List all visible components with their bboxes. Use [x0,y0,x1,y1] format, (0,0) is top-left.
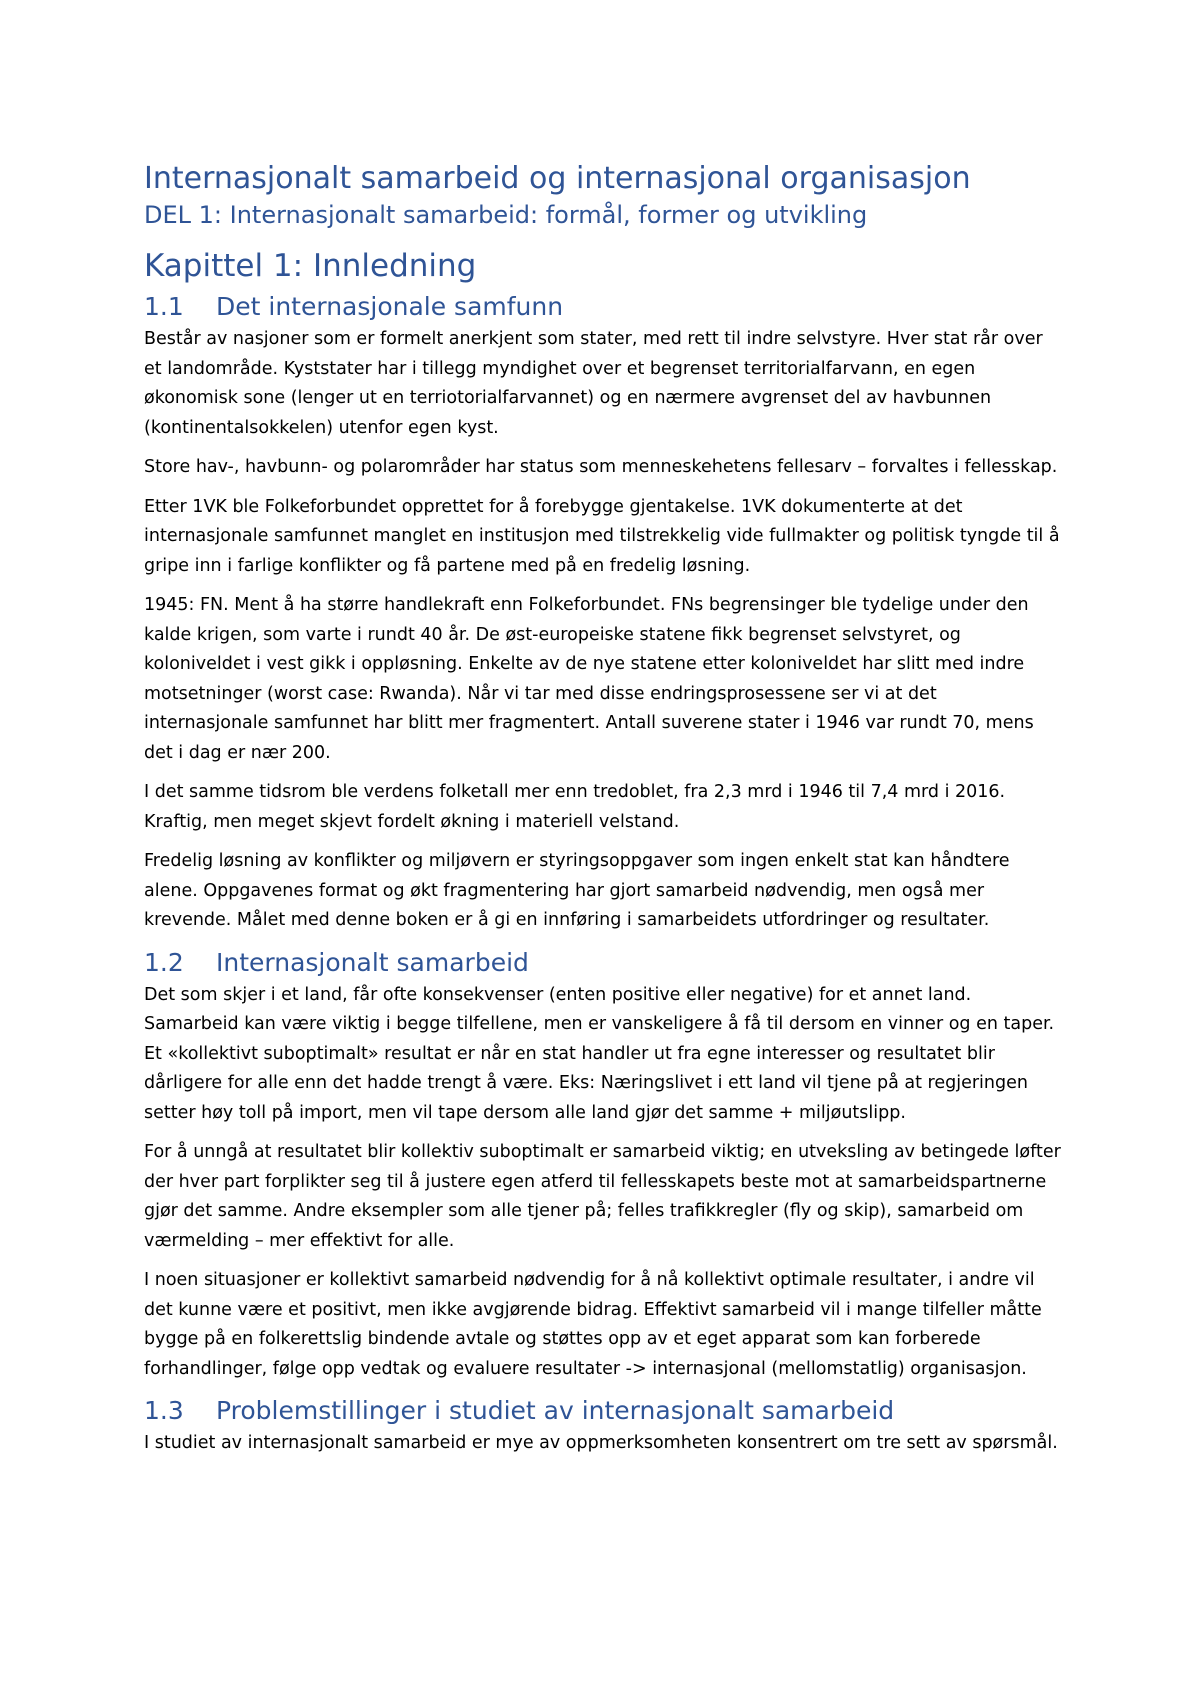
paragraph: Består av nasjoner som er formelt anerkjent som stater, med rett til indre selvstyre. Hver stat rår over et landområde. Kyststater har i tillegg myndighet over et begrenset territorialfarvann, en egen økonomisk sone (lenger ut en terriotorialfarvannet) og en nærmere avgrenset del av havbunnen (kontinentalsokkelen) utenfor egen kyst. [144,329,1043,438]
section-1-1 [144,290,1064,936]
section-heading [144,290,1064,324]
section-1-3 [144,1394,1064,1459]
section-number: 1.2 [144,947,184,977]
section-title: Det internasjonale samfunn [216,292,564,321]
paragraph: Store hav-, havbunn- og polarområder har status som menneskehetens fellesarv – forvaltes i fellesskap. [144,457,1058,477]
paragraph: I det samme tidsrom ble verdens folketall mer enn tredoblet, fra 2,3 mrd i 1946 til 7,4 mrd i 2016. Kraftig, men meget skjevt fordelt økning i materiell velstand. [144,782,1006,832]
paragraph: For å unngå at resultatet blir kollektiv suboptimalt er samarbeid viktig; en utveksling av betingede løfter der hver part forplikter seg til å justere egen atferd til fellesskapets beste mot at samarbeidspartnerne gjør det samme. Andre eksempler som alle tjener på; felles trafikkregler (fly og skip), samarbeid om værmelding – mer effektivt for alle. [144,1142,1061,1251]
document-title: Internasjonalt samarbeid og internasjonal organisasjon [144,161,971,196]
paragraph: Etter 1VK ble Folkeforbundet opprettet for å forebygge gjentakelse. 1VK dokumenterte at det internasjonale samfunnet manglet en institusjon med tilstrekkelig vide fullmakter og politisk tyngde til å gripe inn i farlige konflikter og få partene med på en fredelig løsning. [144,496,1060,576]
paragraph: Fredelig løsning av konflikter og miljøvern er styringsoppgaver som ingen enkelt stat kan håndtere alene. Oppgavenes format og økt fragmentering har gjort samarbeid nødvendig, men også mer krevende. Målet med denne boken er å gi en innføring i samarbeidets utfordringer og resultater. [144,851,1010,930]
section-title: Problemstillinger i studiet av internasjonalt samarbeid [216,1396,895,1425]
section-heading [144,946,1064,980]
chapter-heading: Kapittel 1: Innledning [144,248,477,284]
paragraph: I noen situasjoner er kollektivt samarbeid nødvendig for å nå kollektivt optimale resultater, i andre vil det kunne være et positivt, men ikke avgjørende bidrag. Effektivt samarbeid vil i mange tilfeller måtte bygge på en folkerettslig bindende avtale og støttes opp av et eget apparat som kan forberede forhandlinger, følge opp vedtak og evaluere resultater -> internasjonal (mellomstatlig) organisasjon. [144,1270,1042,1379]
paragraph: Det som skjer i et land, får ofte konsekvenser (enten positive eller negative) for et annet land. Samarbeid kan være viktig i begge tilfellene, men er vanskeligere å få til dersom en vinner og en taper. Et «kollektivt suboptimalt» resultat er når en stat handler ut fra egne interesser og resultatet blir dårligere for alle enn det hadde trengt å være. Eks: Næringslivet i ett land vil tjene på at regjeringen setter høy toll på import, men vil tape dersom alle land gjør det samme + miljøutslipp. [144,984,1055,1123]
section-title: Internasjonalt samarbeid [216,947,529,977]
section-1-2 [144,946,1064,1385]
paragraph: I studiet av internasjonalt samarbeid er mye av oppmerksomheten konsentrert om tre sett av spørsmål. [144,1433,1058,1453]
paragraph: 1945: FN. Ment å ha større handlekraft enn Folkeforbundet. FNs begrensinger ble tydelige under den kalde krigen, som varte i rundt 40 år. De øst-europeiske statene fikk begrenset selvstyret, og koloniveldet i vest gikk i oppløsning. Enkelte av de nye statene etter koloniveldet har slitt med indre motsetninger (worst case: Rwanda). Når vi tar med disse endringsprosessene ser vi at det internasjonale samfunnet har blitt mer fragmentert. Antall suverene stater i 1946 var rundt 70, mens det i dag er nær 200. [144,595,1034,763]
section-number: 1.3 [144,1396,184,1425]
document-subtitle: DEL 1: Internasjonalt samarbeid: formål, former og utvikling [144,201,868,229]
section-number: 1.1 [144,292,184,321]
section-heading [144,1394,1064,1428]
document-page [144,160,1064,1469]
